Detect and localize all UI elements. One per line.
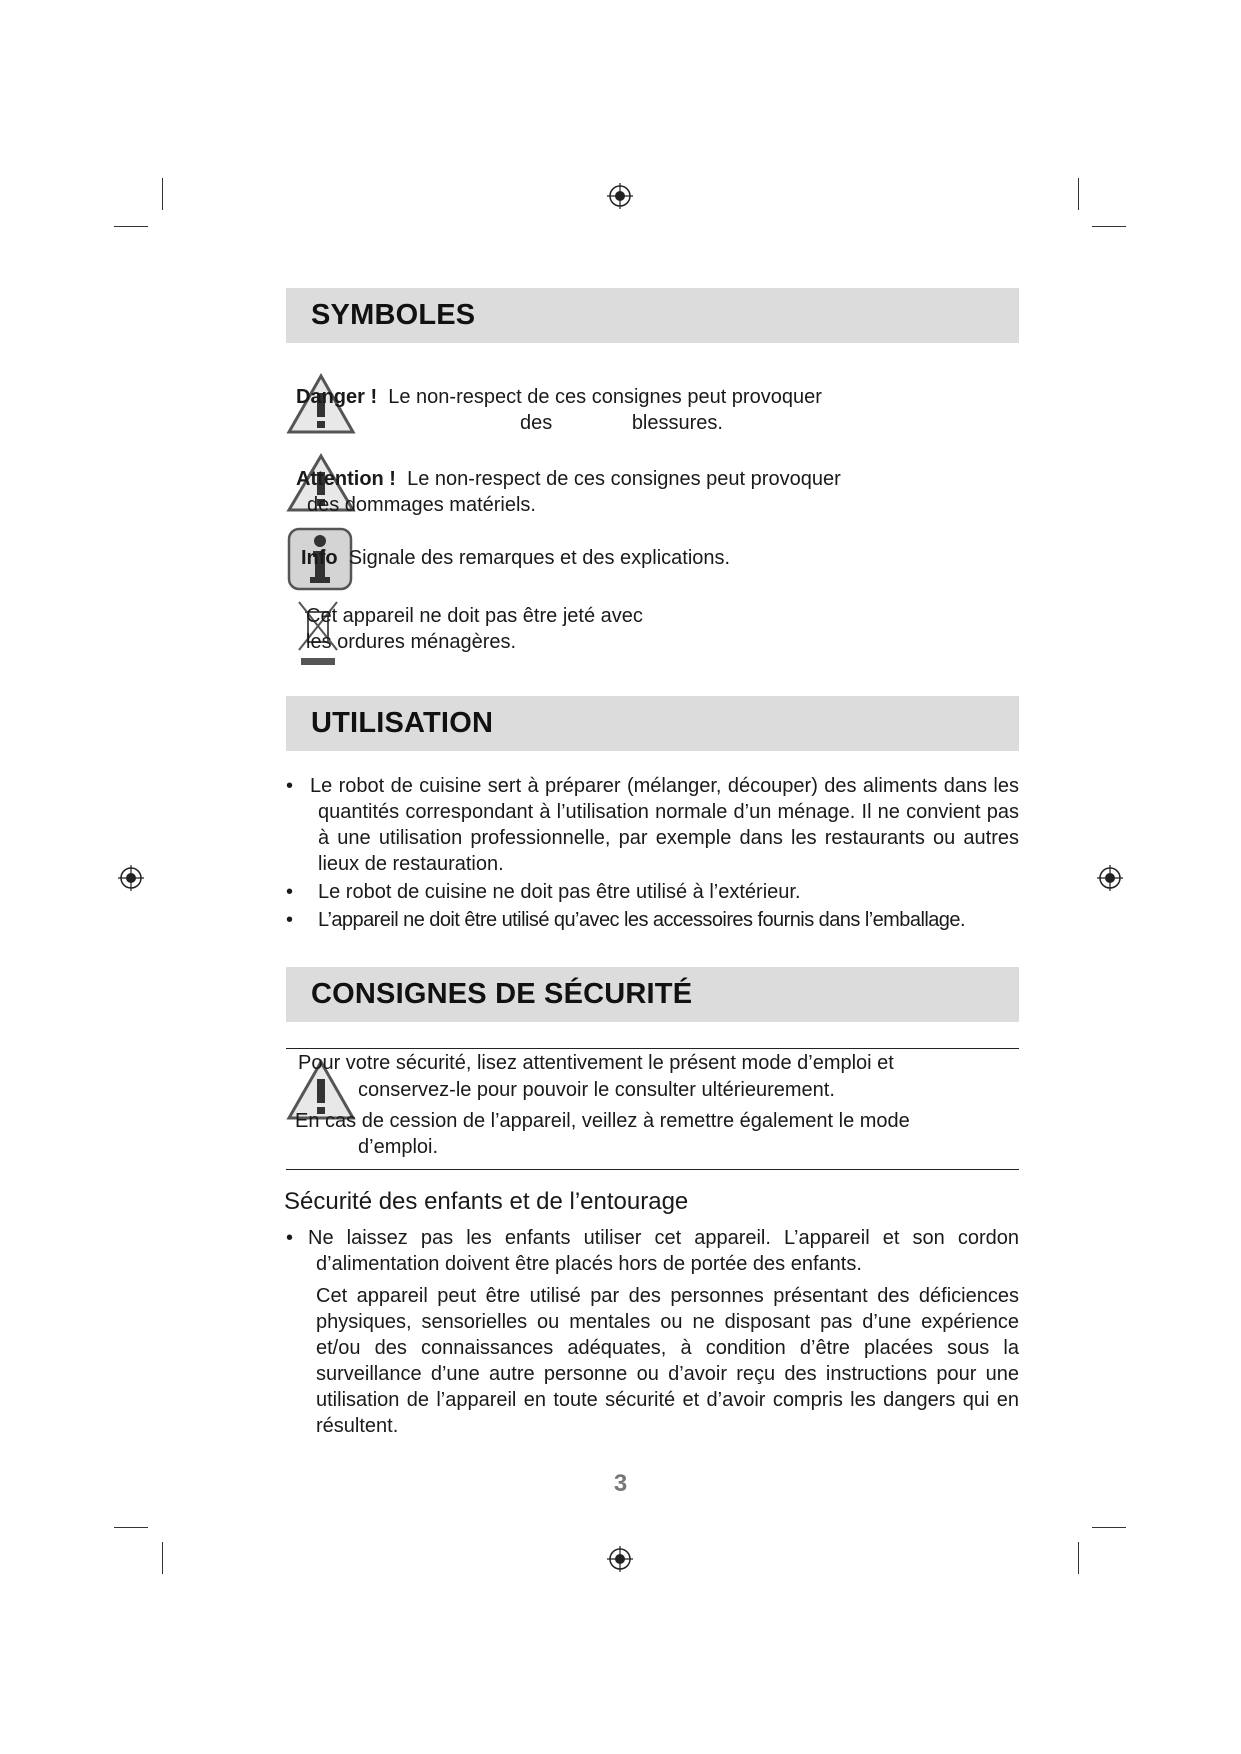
registration-mark-icon bbox=[607, 1546, 633, 1572]
warning-box-bottom-rule bbox=[286, 1169, 1019, 1170]
crop-mark bbox=[1092, 226, 1126, 227]
page-number: 3 bbox=[613, 1470, 628, 1497]
bullet: • bbox=[286, 1227, 294, 1249]
crop-mark bbox=[1078, 178, 1079, 210]
disposal-text-2: les ordures ménagères. bbox=[306, 631, 517, 653]
section-header-symboles bbox=[286, 288, 1019, 343]
subheading: Sécurité des enfants et de l’entourage bbox=[284, 1188, 689, 1215]
section-title: CONSIGNES DE SÉCURITÉ bbox=[311, 978, 693, 1010]
crop-mark bbox=[162, 178, 163, 210]
danger-row-2 bbox=[520, 410, 723, 436]
attention-text-2: des dommages matériels. bbox=[307, 494, 536, 516]
list-item-text: Le robot de cuisine sert à préparer (mélanger, découper) des aliments dans les quantités correspondant à l’utilisation normale d’un ménage. Il ne convient pas à une utilisation professionnelle, par exemple dans les restaurants ou autres lieux de restauration. bbox=[310, 775, 1019, 875]
list-item-text: Ne laissez pas les enfants utiliser cet appareil. L’appareil et son cordon d’alimentation doivent être placés hors de portée des enfants. bbox=[308, 1227, 1019, 1275]
danger-label: Danger ! bbox=[296, 386, 378, 408]
warning-line-1 bbox=[298, 1050, 894, 1076]
registration-mark-icon bbox=[1097, 865, 1123, 891]
crop-mark bbox=[1078, 1542, 1079, 1574]
crop-mark bbox=[162, 1542, 163, 1574]
list-item-text: Le robot de cuisine ne doit pas être utilisé à l’extérieur. bbox=[318, 881, 801, 903]
list-item-text: L’appareil ne doit être utilisé qu’avec les accessoires fournis dans l’emballage. bbox=[318, 909, 965, 931]
section-header-utilisation bbox=[286, 696, 1019, 751]
attention-text: Le non-respect de ces consignes peut provoquer bbox=[407, 468, 841, 490]
list-item bbox=[286, 879, 1019, 905]
warning-line-3 bbox=[295, 1108, 910, 1134]
attention-row bbox=[296, 466, 841, 492]
attention-label: Attention ! bbox=[296, 468, 396, 490]
warning-box-top-rule bbox=[286, 1048, 1019, 1049]
list-item bbox=[286, 773, 1019, 877]
utilisation-list bbox=[286, 773, 1019, 933]
warning-text: Pour votre sécurité, lisez attentivement le présent mode d’emploi et bbox=[298, 1052, 894, 1074]
bullet: • bbox=[286, 909, 293, 931]
bullet: • bbox=[286, 881, 294, 903]
disposal-row bbox=[306, 603, 643, 629]
warning-text: d’emploi. bbox=[358, 1136, 439, 1158]
info-row bbox=[301, 545, 730, 571]
warning-line-4 bbox=[358, 1134, 438, 1160]
warning-text: conservez-le pour pouvoir le consulter ultérieurement. bbox=[358, 1079, 835, 1101]
danger-row bbox=[296, 384, 822, 410]
crop-mark bbox=[114, 1527, 148, 1528]
list-item bbox=[286, 1225, 1019, 1277]
warning-text: En cas de cession de l’appareil, veillez à remettre également le mode bbox=[295, 1110, 910, 1132]
disposal-row-2 bbox=[306, 629, 516, 655]
crop-mark bbox=[1092, 1527, 1126, 1528]
warning-line-2 bbox=[358, 1077, 835, 1103]
danger-text: Le non-respect de ces consignes peut provoquer bbox=[388, 386, 822, 408]
registration-mark-icon bbox=[607, 183, 633, 209]
section-header-securite bbox=[286, 967, 1019, 1022]
disposal-text: Cet appareil ne doit pas être jeté avec bbox=[306, 605, 643, 627]
list-item bbox=[286, 907, 1019, 933]
info-label: Info bbox=[301, 547, 338, 569]
registration-mark-icon bbox=[118, 865, 144, 891]
attention-row-2 bbox=[307, 492, 536, 518]
danger-text-2b: blessures. bbox=[631, 412, 723, 434]
securite-paragraph: Cet appareil peut être utilisé par des personnes présentant des déficiences physiques, sensorielles ou mentales ou ne disposant pas d’une expérience et/ou des connaissances adéquates, à condition d’être placées sous la surveillance d’une autre personne ou d’avoir reçu des instructions pour une utilisation de l’appareil en toute sécurité et d’avoir compris les dangers qui en résultent. bbox=[316, 1285, 1019, 1437]
section-title: UTILISATION bbox=[311, 707, 494, 739]
section-title: SYMBOLES bbox=[311, 299, 476, 331]
bullet: • bbox=[286, 775, 294, 797]
danger-text-2a: des bbox=[520, 412, 553, 434]
info-text: Signale des remarques et des explications. bbox=[348, 547, 731, 569]
securite-list bbox=[286, 1225, 1019, 1439]
crop-mark bbox=[114, 226, 148, 227]
